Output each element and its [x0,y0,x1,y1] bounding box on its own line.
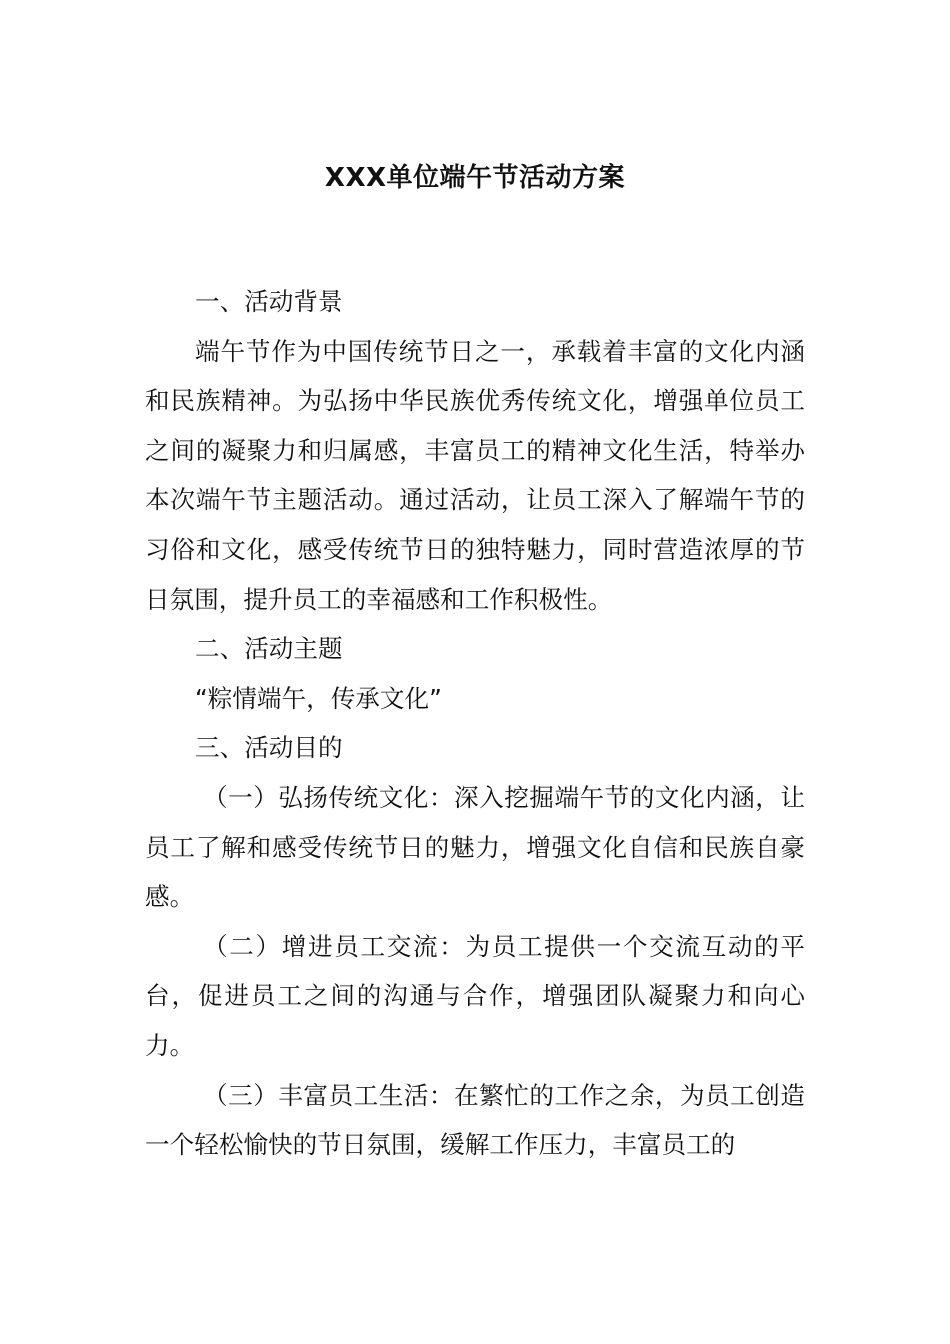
theme-slogan: “粽情端午，传承文化” [195,683,442,713]
purpose-item-1: （一）弘扬传统文化：深入挖掘端午节的文化内涵，让员工了解和感受传统节日的魅力，增强文化自信和民族自豪感。 [145,782,805,912]
purpose-item-3: （三）丰富员工生活：在繁忙的工作之余，为员工创造一个轻松愉快的节日氛围，缓解工作压力，丰富员工的 [145,1080,805,1160]
section-heading-background: 一、活动背景 [195,287,343,316]
section-heading-purpose: 三、活动目的 [195,733,343,763]
purpose-item-2: （二）增进员工交流：为员工提供一个交流互动的平台，促进员工之间的沟通与合作，增强团队凝聚力和向心力。 [145,931,805,1060]
document-title: XXX单位端午节活动方案 [324,163,626,193]
document-body [145,277,805,1170]
paragraph-background: 端午节作为中国传统节日之一，承载着丰富的文化内涵和民族精神。为弘扬中华民族优秀传统文化，增强单位员工之间的凝聚力和归属感，丰富员工的精神文化生活，特举办本次端午节主题活动。通过活动，让员工深入了解端午节的习俗和文化，感受传统节日的独特魅力，同时营造浓厚的节日氛围，提升员工的幸福感和工作积极性。 [145,336,805,614]
section-heading-theme: 二、活动主题 [195,634,343,664]
